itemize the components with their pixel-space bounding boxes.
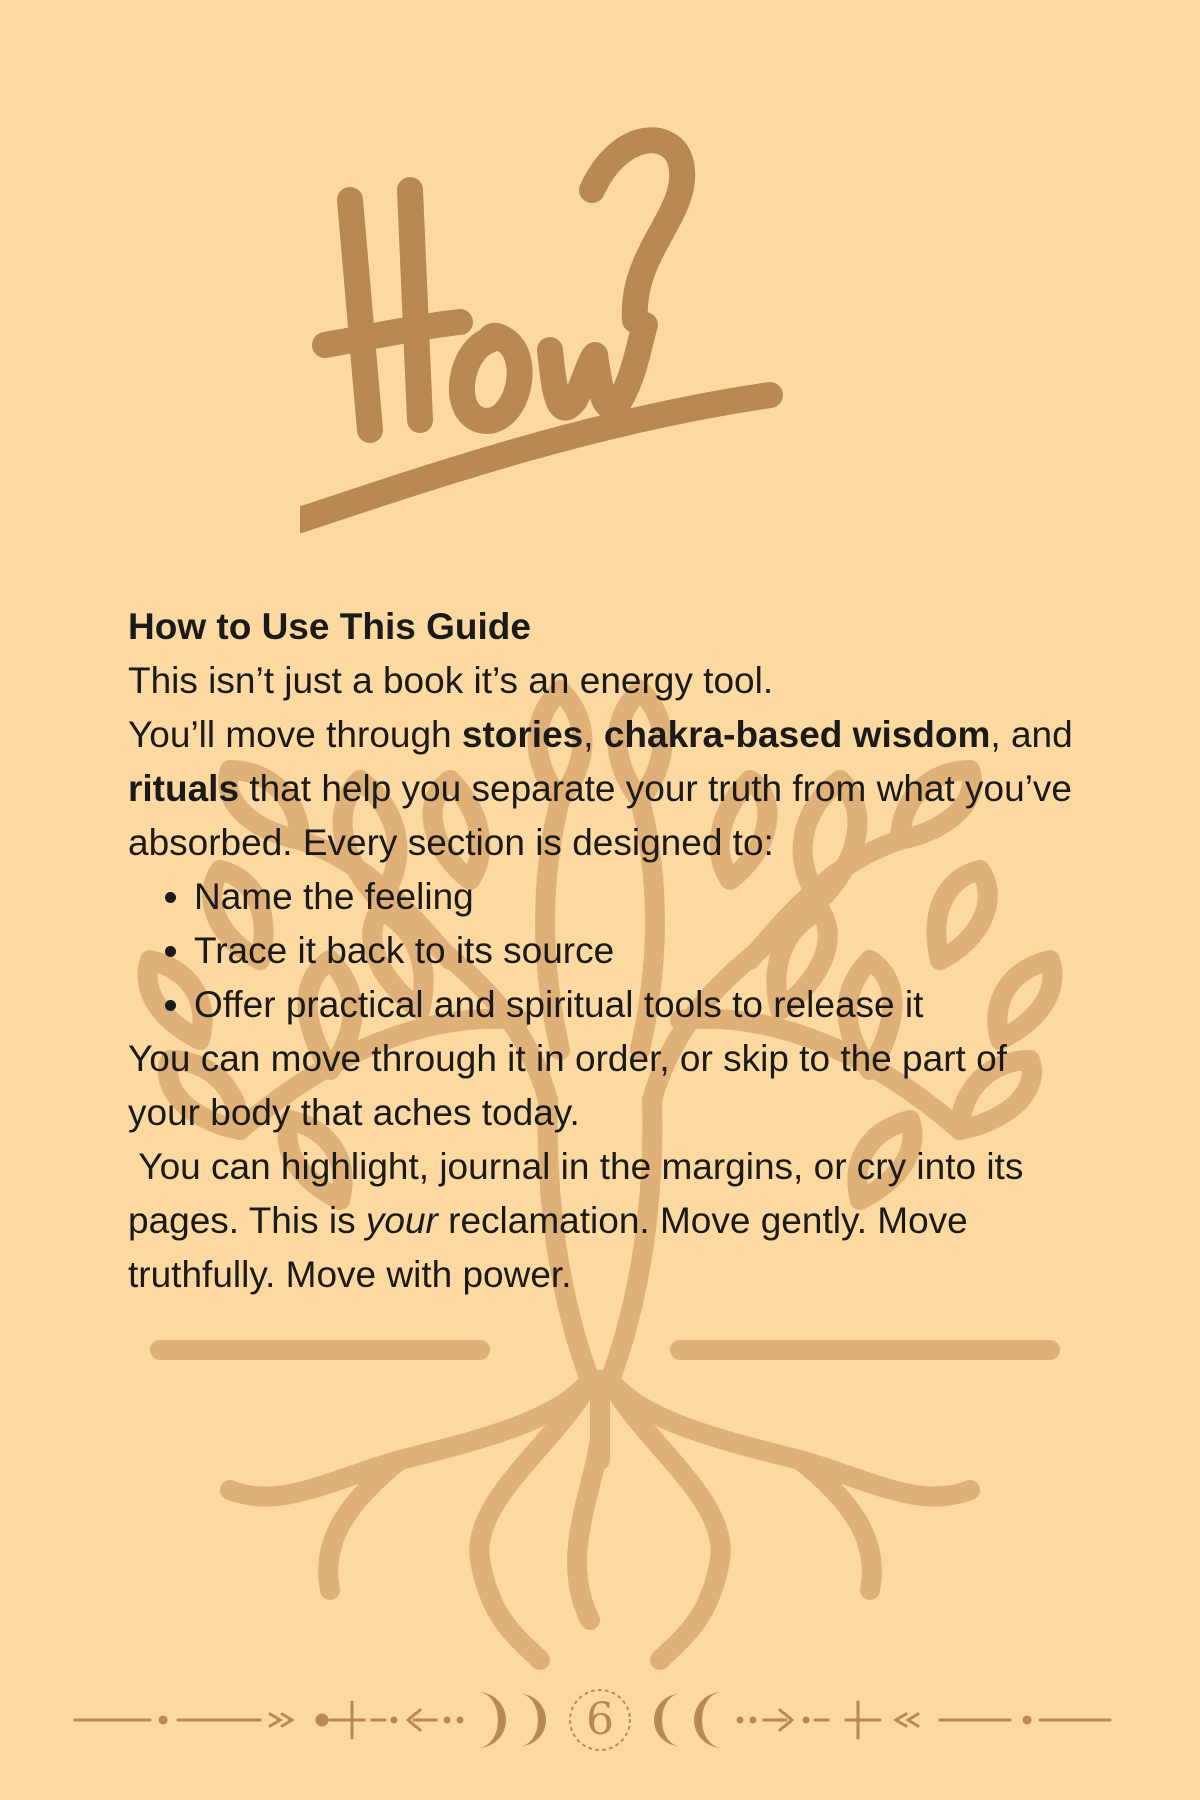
title-how-lettering [300,100,820,560]
overview-paragraph [128,708,1088,870]
emphasis-stories: stories [461,714,584,755]
text-run: You’ll move through [128,714,462,755]
guide-content [128,600,1088,1302]
list-item: • Offer practical and spiritual tools to release it [194,978,1088,1032]
text-run: , and [990,714,1073,755]
purpose-list [128,870,1088,1032]
order-paragraph: You can move through it in order, or skip to the part of your body that aches today. [128,1038,1007,1133]
section-heading: How to Use This Guide [128,606,531,647]
list-item: • Trace it back to its source [194,924,1088,978]
text-run: reclamation. Move gently. Move truthfully. Move with power. [128,1200,979,1295]
page-number: 6 [586,1694,614,1745]
emphasis-your: your [365,1200,438,1241]
closing-paragraph [128,1140,1088,1302]
intro-paragraph: This isn’t just a book it’s an energy tool. [128,660,774,701]
text-run: , [583,714,604,755]
emphasis-rituals: rituals [128,768,240,809]
text-run: that help you separate your truth from what you’ve absorbed. Every section is designed to: [128,768,1072,863]
text-run: You can highlight, journal in the margins, or cry into its pages. This is [128,1146,1034,1241]
list-item: • Name the feeling [194,870,1088,924]
emphasis-chakra-wisdom: chakra-based wisdom [603,714,991,755]
